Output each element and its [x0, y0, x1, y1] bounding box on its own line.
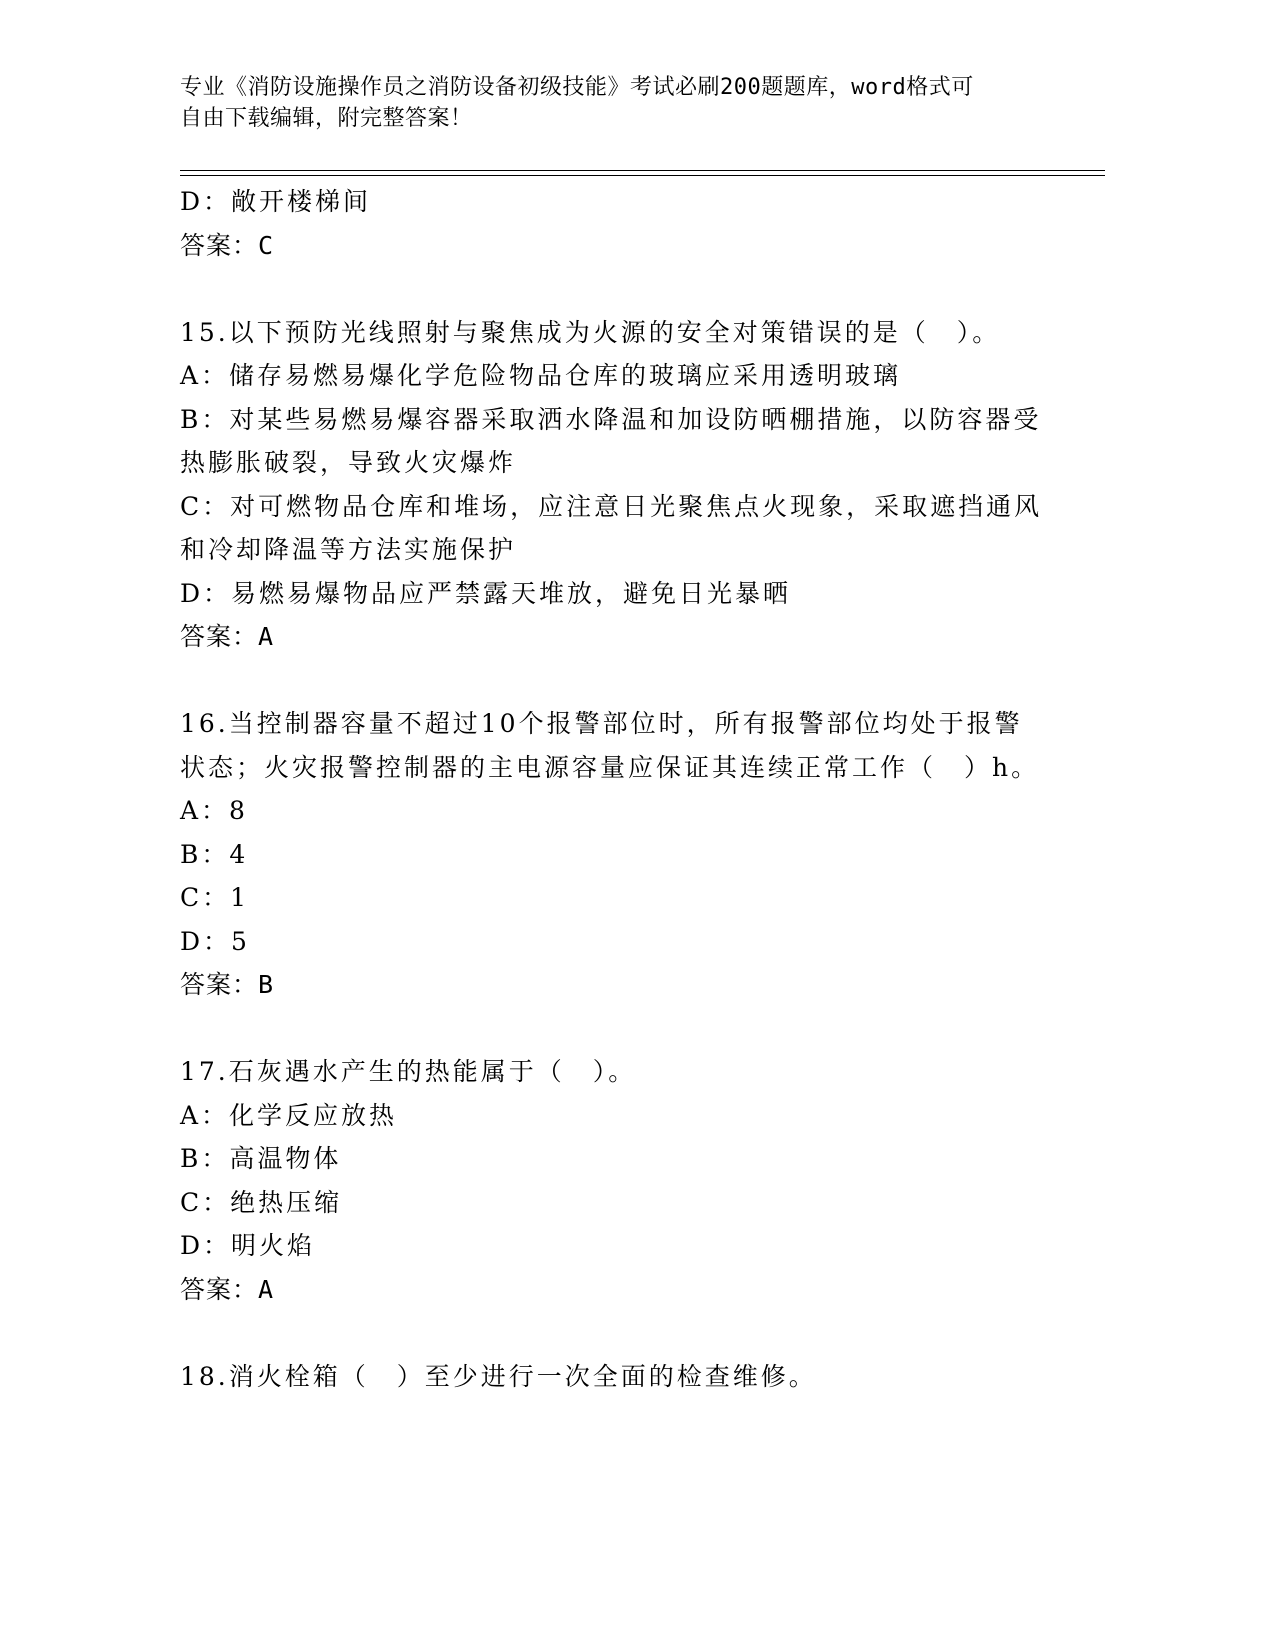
q17-stem: 17.石灰遇水产生的热能属于（ ）。	[180, 1057, 637, 1086]
q16-option-a: A：8	[180, 796, 248, 825]
q14-answer: 答案：C	[180, 230, 275, 260]
question-list	[180, 180, 1043, 1398]
header-divider-bottom	[180, 175, 1105, 176]
q16-option-c: C：1	[180, 883, 250, 912]
q16-stem-line1: 16.当控制器容量不超过10个报警部位时，所有报警部位均处于报警	[180, 709, 1023, 738]
q15-option-b-line1: B：对某些易燃易爆容器采取洒水降温和加设防晒棚措施，以防容器受	[180, 404, 1042, 434]
q15-option-c-line2: 和冷却降温等方法实施保护	[180, 535, 517, 564]
q14-option-d: D：敞开楼梯间	[180, 187, 372, 216]
header-line-1: 专业《消防设施操作员之消防设备初级技能》考试必刷200题题库，word格式可	[180, 75, 974, 100]
q17-answer: 答案：A	[180, 1274, 275, 1304]
q16-option-d: D：5	[180, 926, 250, 956]
q15-option-a: A：储存易燃易爆化学危险物品仓库的玻璃应采用透明玻璃	[180, 361, 902, 390]
header-divider-top	[180, 170, 1105, 171]
q15-answer: 答案：A	[180, 622, 275, 651]
question-14-tail	[180, 180, 1040, 267]
q16-answer: 答案：B	[180, 970, 275, 999]
question-15	[180, 311, 1043, 659]
question-16	[180, 702, 1040, 1007]
q15-stem: 15.以下预防光线照射与聚焦成为火源的安全对策错误的是（ ）。	[180, 317, 1001, 347]
q15-option-d: D：易燃易爆物品应严禁露天堆放，避免日光暴晒	[180, 578, 792, 608]
q17-option-c: C：绝热压缩	[180, 1187, 343, 1217]
q17-option-d: D：明火焰	[180, 1231, 316, 1260]
q17-option-a: A：化学反应放热	[180, 1100, 398, 1130]
q15-option-c-line1: C：对可燃物品仓库和堆场，应注意日光聚焦点火现象，采取遮挡通风	[180, 491, 1043, 521]
document-header	[180, 72, 1040, 134]
q16-option-b: B：4	[180, 839, 249, 869]
question-18	[180, 1355, 1040, 1399]
question-17	[180, 1050, 1040, 1311]
header-line-2: 自由下载编辑，附完整答案！	[180, 106, 473, 131]
q16-stem-line2: 状态；火灾报警控制器的主电源容量应保证其连续正常工作（ ）h。	[180, 752, 1040, 782]
q18-stem: 18.消火栓箱（ ）至少进行一次全面的检查维修。	[180, 1361, 817, 1391]
q17-option-b: B：高温物体	[180, 1144, 342, 1173]
q15-option-b-line2: 热膨胀破裂，导致火灾爆炸	[180, 448, 517, 477]
